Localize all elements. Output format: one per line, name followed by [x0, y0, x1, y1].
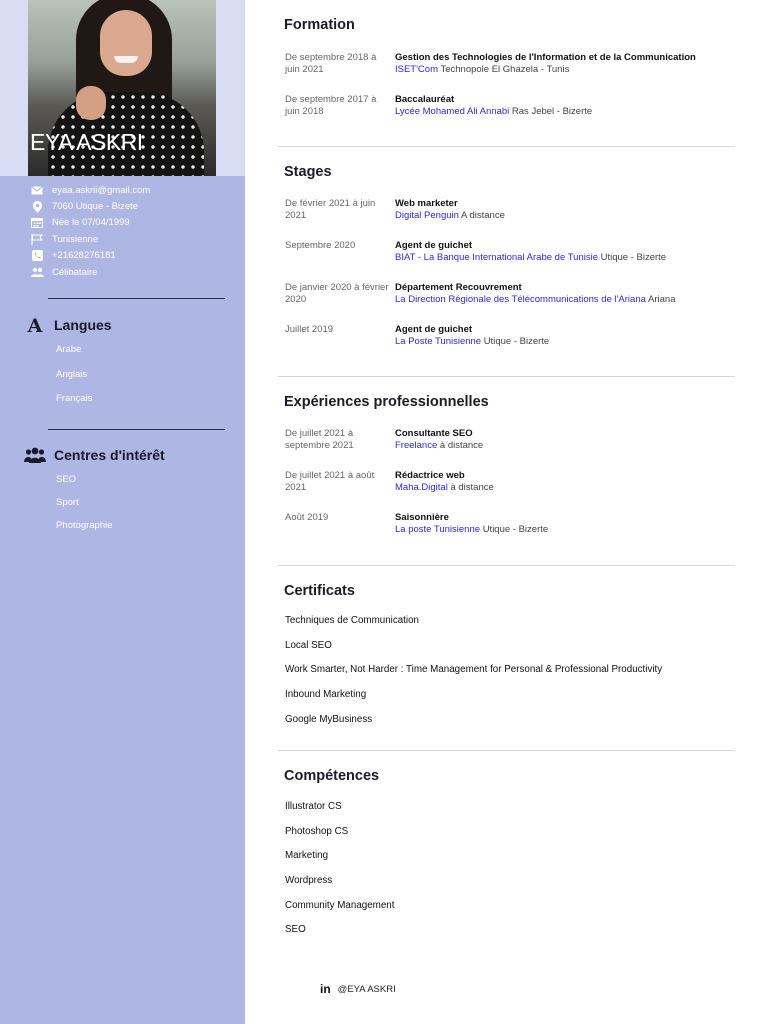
linkedin-footer[interactable]: [320, 982, 396, 996]
certificat-item: Local SEO: [285, 639, 332, 651]
interest-item: SEO: [56, 474, 77, 485]
contact-status: Célibataire: [30, 264, 150, 280]
section-divider: [278, 750, 735, 751]
contact-nationality: Tunisienne: [30, 231, 150, 247]
section-divider: [278, 376, 735, 377]
contact-address: 7060 Utique - Bizete: [30, 198, 150, 214]
linkedin-icon: in: [320, 982, 331, 996]
contact-phone[interactable]: +21628276181: [30, 248, 150, 264]
languages-list: [56, 344, 92, 418]
org-link[interactable]: La Poste Tunisienne: [395, 336, 482, 347]
section-divider: [278, 146, 735, 147]
location-pin-icon: [30, 201, 44, 213]
section-title-experiences: Expériences professionnelles: [284, 394, 489, 410]
interest-item: Sport: [56, 497, 79, 508]
profile-name: EYA ASKRI: [30, 129, 143, 155]
competence-item: Marketing: [285, 850, 329, 862]
envelope-icon: [30, 184, 44, 196]
org-link[interactable]: ISET'Com: [395, 64, 438, 75]
sidebar-divider: [48, 429, 225, 430]
main-content: Formation De septembre 2018 à juin 2021 Gestion des Technologies de l'Information et de la Communication ISET'Com Technopole El Ghazela - Tunis De septembre 2017 à juin 2018 Baccalauréat Lycée Mohamed Ali Annabi Ras Jebel - Bizerte Stages De février 2021 à juin 2021 Web marketer Digital Penguin A distance Septembre 2020 Agent de guichet BIAT - La Banque International Arabe de Tunisie Utique - Bizerte De janvier 2020 à février 2020 Département Recouvrement La Direction Régionale des Télécommunications de l'Ariana Ariana Juillet 2019 Agent de guichet La Poste Tunisienne Utique - Bizerte Expériences professionnelles De juillet 2021 à septembre 2021 Consultante SEO Freelance à distance De juillet 2021 à août 2021 Rédactrice web Maha.Digital à distance Août 2019 Saisonnière La poste Tunisienne Utique - Bizerte Certificats Techniques de Communication Local SEO Work Smarter, Not Harder : Time Management for Personal & Professional Productivity Inbound Marketing Google MyBusiness Compétences Illustrator CS Photoshop CS Marketing Wordpress Community Management SEO: [245, 0, 768, 1024]
org-link[interactable]: Digital Penguin: [395, 210, 459, 221]
section-divider: [278, 565, 735, 566]
certificat-item: Google MyBusiness: [285, 713, 373, 725]
phone-icon: [30, 250, 44, 262]
interests-heading: Centres d'intérêt: [24, 445, 165, 465]
contact-birthdate: Née le 07/04/1999: [30, 215, 150, 231]
people-icon: [30, 266, 44, 278]
competence-item: Photoshop CS: [285, 825, 349, 837]
certificat-item: Techniques de Communication: [285, 615, 419, 626]
certificats-list: [285, 615, 662, 738]
org-link[interactable]: La poste Tunisienne: [395, 524, 481, 535]
languages-heading: A Langues: [24, 315, 112, 335]
interests-list: [56, 474, 113, 543]
contact-list: [30, 182, 150, 280]
org-link[interactable]: BIAT - La Banque International Arabe de Tunisie: [395, 252, 598, 263]
calendar-icon: [30, 217, 44, 229]
org-link[interactable]: Lycée Mohamed Ali Annabi: [395, 106, 510, 117]
contact-email[interactable]: eyaa.askrii@gmail.com: [30, 182, 150, 198]
competence-item: Community Management: [285, 899, 395, 911]
org-link[interactable]: La Direction Régionale des Télécommunications de l'Ariana: [395, 294, 646, 305]
language-item: Français: [56, 393, 93, 405]
linkedin-handle[interactable]: @EYA ASKRI: [337, 983, 396, 995]
section-title-formation: Formation: [284, 17, 355, 33]
org-link[interactable]: Freelance: [395, 440, 438, 451]
org-link[interactable]: Maha.Digital: [395, 482, 448, 493]
interest-item: Photographie: [56, 520, 113, 531]
letter-a-icon: [24, 315, 46, 335]
competences-list: [285, 801, 394, 949]
section-title-competences: Compétences: [284, 768, 380, 784]
svg-text:A: A: [27, 316, 43, 334]
certificat-item: Inbound Marketing: [285, 689, 367, 701]
sidebar-divider: [48, 298, 225, 299]
flag-icon: [30, 233, 44, 245]
certificat-item: Work Smarter, Not Harder : Time Management for Personal & Professional Productivity: [285, 664, 663, 676]
competence-item: Wordpress: [285, 875, 333, 887]
section-title-stages: Stages: [284, 164, 332, 180]
group-icon: [24, 445, 46, 465]
competence-item: SEO: [285, 924, 306, 936]
language-item: Anglais: [56, 368, 88, 380]
section-title-certificats: Certificats: [284, 583, 355, 599]
language-item: Arabe: [56, 344, 82, 355]
competence-item: Illustrator CS: [285, 801, 342, 812]
